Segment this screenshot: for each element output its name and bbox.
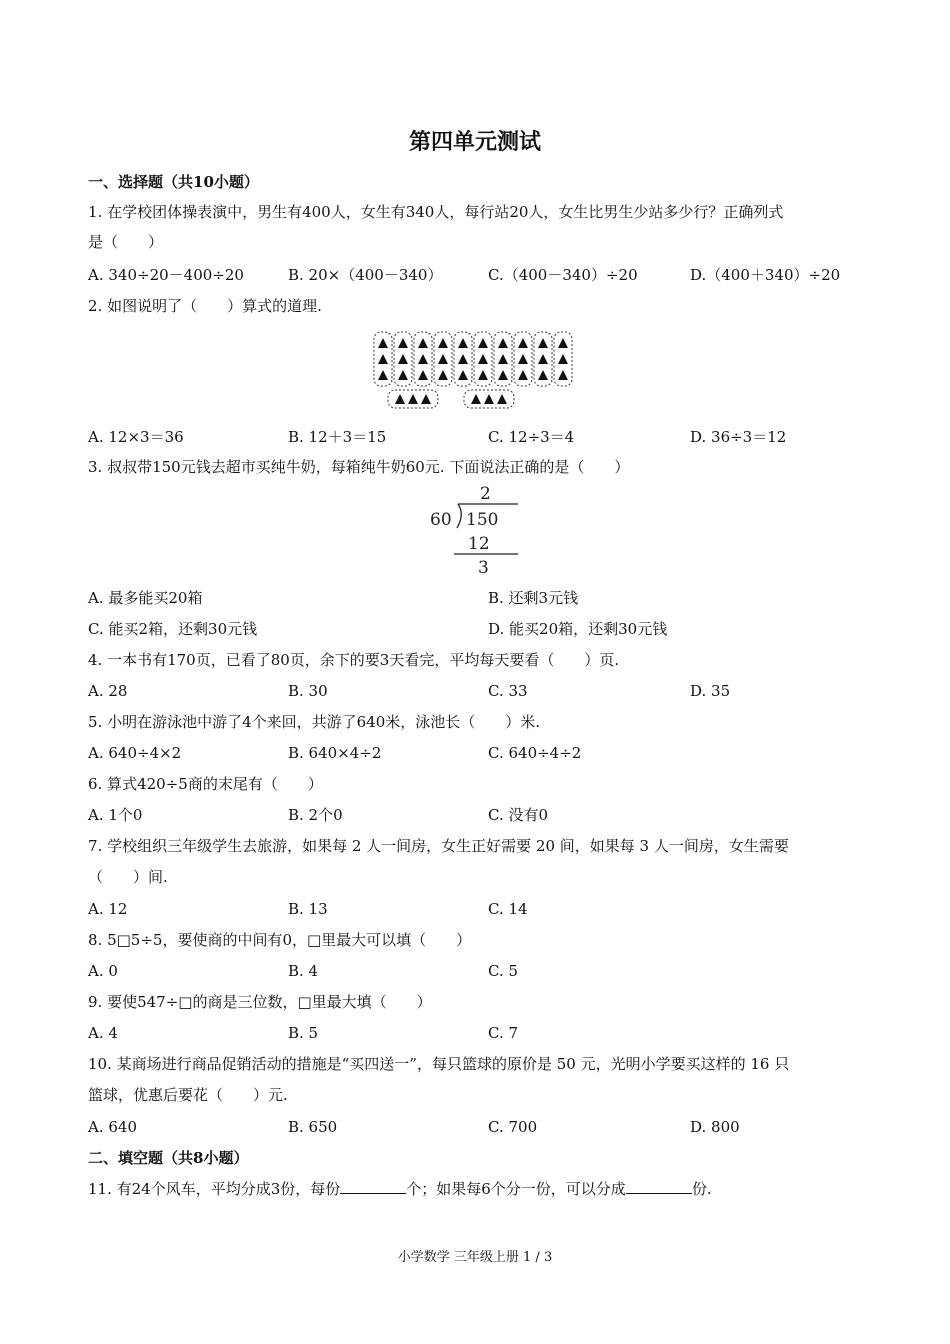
question-3-stem: 3. 叔叔带150元钱去超市买纯牛奶，每箱纯牛奶60元. 下面说法正确的是（ ） — [88, 458, 630, 476]
triangle-mark — [458, 354, 468, 364]
triangle-mark — [518, 338, 528, 348]
triangle-mark — [378, 338, 388, 348]
question-2-option-c[interactable]: C. 12÷3＝4 — [488, 428, 575, 446]
triangle-mark — [538, 338, 548, 348]
triangle-mark — [398, 338, 408, 348]
question-11-part3: 份. — [691, 1180, 712, 1198]
question-4-option-c[interactable]: C. 33 — [488, 682, 528, 700]
question-4-option-d[interactable]: D. 35 — [690, 682, 731, 700]
question-7-option-a[interactable]: A. 12 — [88, 900, 128, 918]
question-7-stem: 7. 学校组织三年级学生去旅游，如果每 2 人一间房，女生正好需要 20 间，如果每 3 人一间房，女生需要 — [88, 837, 789, 855]
question-8-option-c[interactable]: C. 5 — [488, 962, 519, 980]
triangle-mark — [418, 338, 428, 348]
question-10-option-c[interactable]: C. 700 — [488, 1118, 538, 1136]
page-title: 第四单元测试 — [408, 129, 541, 155]
section-heading-choice: 一、选择题（共10小题） — [88, 173, 259, 191]
question-3-option-b[interactable]: B. 还剩3元钱 — [488, 589, 579, 607]
triangle-mark — [378, 354, 388, 364]
answer-blank-1[interactable] — [340, 1179, 406, 1194]
triangle-mark — [418, 370, 428, 380]
question-2-option-d[interactable]: D. 36÷3＝12 — [690, 428, 787, 446]
triangle-mark — [438, 354, 448, 364]
question-1-stem-cont: 是（ ） — [88, 233, 164, 251]
triangle-mark — [438, 338, 448, 348]
triangle-mark — [538, 354, 548, 364]
triangle-mark — [498, 354, 508, 364]
question-7-stem-cont: （ ）间. — [88, 868, 168, 886]
question-6-stem: 6. 算式420÷5商的末尾有（ ） — [88, 775, 323, 793]
page-footer: 小学数学 三年级上册 1 / 3 — [397, 1250, 553, 1265]
triangle-mark — [518, 354, 528, 364]
division-product: 12 — [468, 534, 490, 554]
triangle-mark — [395, 394, 405, 404]
question-1-stem: 1. 在学校团体操表演中，男生有400人，女生有340人，每行站20人，女生比男生少站多少行？正确列式 — [88, 203, 784, 221]
question-10-option-b[interactable]: B. 650 — [288, 1118, 338, 1136]
question-11 — [88, 1179, 712, 1199]
question-3-option-c[interactable]: C. 能买2箱，还剩30元钱 — [88, 620, 258, 638]
question-7-option-b[interactable]: B. 13 — [288, 900, 328, 918]
long-division-figure — [428, 482, 524, 578]
triangle-mark — [497, 394, 507, 404]
triangle-mark — [478, 354, 488, 364]
question-4-stem: 4. 一本书有170页，已看了80页，余下的要3天看完，平均每天要看（ ）页. — [88, 651, 620, 669]
question-5-option-a[interactable]: A. 640÷4×2 — [88, 744, 182, 762]
question-1-option-a[interactable]: A. 340÷20－400÷20 — [88, 266, 244, 284]
division-remainder: 3 — [478, 558, 489, 578]
question-2-option-a[interactable]: A. 12×3＝36 — [88, 428, 184, 446]
triangle-mark — [398, 354, 408, 364]
triangle-mark — [538, 370, 548, 380]
triangle-mark — [458, 370, 468, 380]
question-3-option-a[interactable]: A. 最多能买20箱 — [88, 589, 203, 607]
question-11-part1: 11. 有24个风车，平均分成3份，每份 — [88, 1180, 341, 1198]
question-9-option-c[interactable]: C. 7 — [488, 1024, 519, 1042]
question-10-stem-cont: 篮球，优惠后要花（ ）元. — [88, 1086, 288, 1104]
question-8-stem: 8. 5□5÷5，要使商的中间有0，□里最大可以填（ ） — [88, 931, 472, 949]
question-10-option-d[interactable]: D. 800 — [690, 1118, 740, 1136]
triangle-mark — [418, 354, 428, 364]
triangle-mark — [438, 370, 448, 380]
triangle-mark — [498, 338, 508, 348]
question-9-option-b[interactable]: B. 5 — [288, 1024, 319, 1042]
triangle-mark — [398, 370, 408, 380]
question-3-option-d[interactable]: D. 能买20箱，还剩30元钱 — [488, 620, 668, 638]
division-dividend: 150 — [466, 510, 499, 530]
question-1-option-c[interactable]: C.（400－340）÷20 — [488, 266, 638, 284]
triangle-mark — [471, 394, 481, 404]
question-5-option-b[interactable]: B. 640×4÷2 — [288, 744, 382, 762]
question-5-option-c[interactable]: C. 640÷4÷2 — [488, 744, 582, 762]
section-heading-fill: 二、填空题（共8小题） — [88, 1149, 249, 1167]
question-4-option-a[interactable]: A. 28 — [88, 682, 128, 700]
division-divisor: 60 — [430, 510, 452, 530]
triangle-mark — [478, 338, 488, 348]
question-11-part2: 个；如果每6个分一份，可以分成 — [406, 1180, 626, 1198]
triangle-mark — [421, 394, 431, 404]
question-1-option-b[interactable]: B. 20×（400－340） — [288, 266, 443, 284]
triangle-mark — [484, 394, 494, 404]
triangle-mark — [518, 370, 528, 380]
triangle-mark — [378, 370, 388, 380]
question-10-stem: 10. 某商场进行商品促销活动的措施是“买四送一”，每只篮球的原价是 50 元，光明小学要买这样的 16 只 — [88, 1055, 790, 1073]
triangle-grouping-figure — [372, 330, 580, 412]
triangle-mark — [558, 338, 568, 348]
question-6-option-a[interactable]: A. 1个0 — [88, 806, 143, 824]
question-2-stem: 2. 如图说明了（ ）算式的道理. — [88, 297, 322, 315]
question-6-option-b[interactable]: B. 2个0 — [288, 806, 343, 824]
triangle-mark — [408, 394, 418, 404]
question-1-option-d[interactable]: D.（400＋340）÷20 — [690, 266, 841, 284]
question-4-option-b[interactable]: B. 30 — [288, 682, 328, 700]
division-quotient: 2 — [480, 484, 491, 504]
question-6-option-c[interactable]: C. 没有0 — [488, 806, 549, 824]
triangle-mark — [558, 354, 568, 364]
answer-blank-2[interactable] — [626, 1179, 692, 1194]
triangle-mark — [458, 338, 468, 348]
question-2-option-b[interactable]: B. 12＋3＝15 — [288, 428, 387, 446]
question-9-option-a[interactable]: A. 4 — [88, 1024, 118, 1042]
triangle-mark — [558, 370, 568, 380]
triangle-mark — [478, 370, 488, 380]
question-9-stem: 9. 要使547÷□的商是三位数，□里最大填（ ） — [88, 993, 432, 1011]
question-7-option-c[interactable]: C. 14 — [488, 900, 528, 918]
question-10-option-a[interactable]: A. 640 — [88, 1118, 137, 1136]
question-5-stem: 5. 小明在游泳池中游了4个来回，共游了640米，泳池长（ ）米. — [88, 713, 541, 731]
triangle-mark — [498, 370, 508, 380]
question-8-option-a[interactable]: A. 0 — [88, 962, 118, 980]
question-8-option-b[interactable]: B. 4 — [288, 962, 319, 980]
